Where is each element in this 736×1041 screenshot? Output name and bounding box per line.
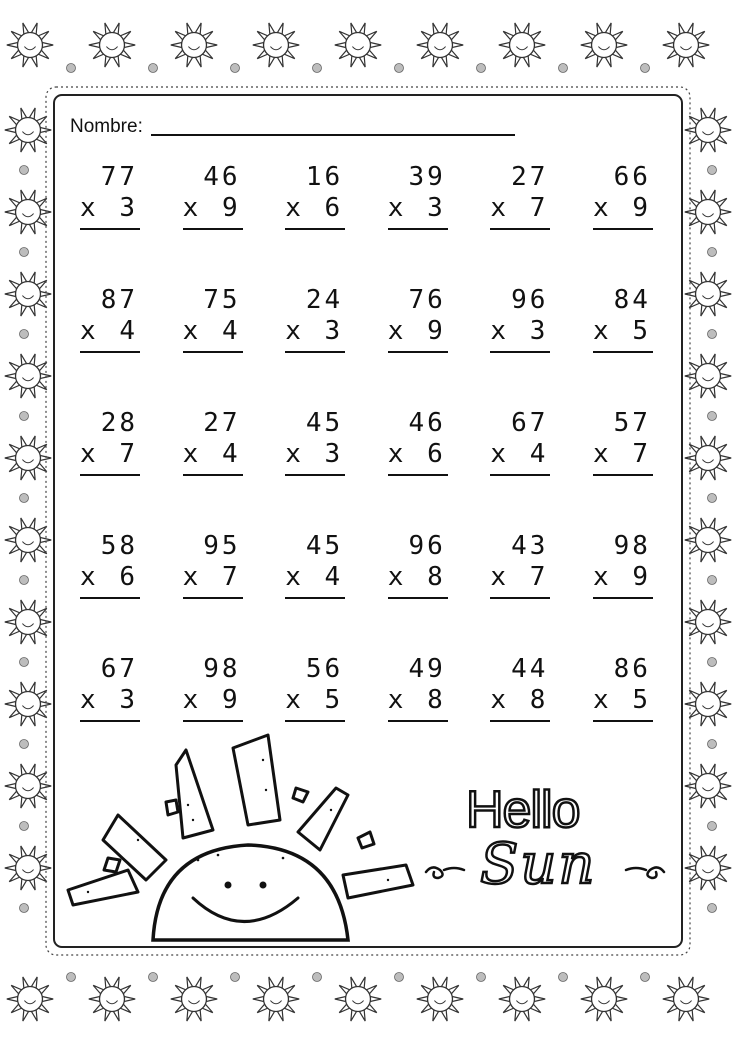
border-sun-icon bbox=[581, 977, 627, 1021]
border-dot-icon bbox=[708, 166, 717, 175]
border-dot-icon bbox=[708, 412, 717, 421]
times-sign: x bbox=[80, 439, 99, 469]
times-sign: x bbox=[387, 439, 407, 469]
times-sign: x bbox=[490, 193, 510, 223]
answer-line bbox=[388, 597, 448, 599]
border-dot-icon bbox=[231, 64, 240, 73]
multiplier: 9 bbox=[221, 685, 241, 715]
swirl-flourish bbox=[418, 780, 668, 910]
multiplicand: 46 bbox=[203, 162, 241, 192]
multiplication-problem bbox=[388, 408, 448, 478]
times-sign: x bbox=[285, 193, 304, 223]
multiplication-problem bbox=[490, 162, 550, 232]
multiplier: 6 bbox=[119, 562, 138, 592]
border-sun-icon bbox=[5, 600, 51, 644]
times-sign: x bbox=[592, 562, 612, 592]
answer-line bbox=[183, 474, 243, 476]
multiplication-problem bbox=[388, 285, 448, 355]
multiplier: 4 bbox=[324, 562, 344, 592]
multiplier: 3 bbox=[119, 193, 138, 223]
border-dot-icon bbox=[708, 576, 717, 585]
border-dot-icon bbox=[20, 494, 29, 503]
border-dot-icon bbox=[20, 166, 29, 175]
border-sun-icon bbox=[253, 23, 299, 67]
border-sun-icon bbox=[417, 23, 463, 67]
multiplier: 4 bbox=[221, 316, 241, 346]
answer-line bbox=[80, 351, 140, 353]
multiplication-problem bbox=[490, 531, 550, 601]
border-dot-icon bbox=[708, 658, 717, 667]
answer-line bbox=[285, 474, 345, 476]
multiplication-problem bbox=[183, 408, 243, 478]
multiplication-problem bbox=[490, 285, 550, 355]
border-dot-icon bbox=[708, 494, 717, 503]
multiplicand: 28 bbox=[100, 408, 138, 438]
multiplication-problem bbox=[80, 285, 140, 355]
multiplier: 8 bbox=[427, 562, 446, 592]
multiplier: 7 bbox=[529, 193, 549, 223]
border-dot-icon bbox=[313, 973, 322, 982]
times-sign: x bbox=[285, 439, 304, 469]
border-dot-icon bbox=[67, 64, 76, 73]
multiplicand: 76 bbox=[408, 285, 446, 315]
border-dot-icon bbox=[477, 973, 486, 982]
multiplicand: 49 bbox=[408, 654, 446, 684]
border-sun-icon bbox=[253, 977, 299, 1021]
multiplication-problem bbox=[285, 408, 345, 478]
border-dot-icon bbox=[313, 64, 322, 73]
times-sign: x bbox=[182, 316, 202, 346]
answer-line bbox=[593, 597, 653, 599]
multiplier: 8 bbox=[427, 685, 446, 715]
multiplier: 7 bbox=[529, 562, 549, 592]
border-dot-icon bbox=[20, 822, 29, 831]
times-sign: x bbox=[285, 562, 304, 592]
answer-line bbox=[593, 720, 653, 722]
border-sun-icon bbox=[663, 23, 709, 67]
times-sign: x bbox=[490, 562, 510, 592]
border-dot-icon bbox=[67, 973, 76, 982]
border-dot-icon bbox=[20, 248, 29, 257]
multiplicand: 75 bbox=[203, 285, 241, 315]
answer-line bbox=[80, 228, 140, 230]
border-dot-icon bbox=[477, 64, 486, 73]
border-sun-icon bbox=[499, 23, 545, 67]
worksheet bbox=[58, 100, 678, 945]
border-sun-icon bbox=[335, 977, 381, 1021]
multiplier: 6 bbox=[427, 439, 446, 469]
answer-line bbox=[388, 351, 448, 353]
multiplication-problem bbox=[593, 162, 653, 232]
border-sun-icon bbox=[417, 977, 463, 1021]
multiplicand: 39 bbox=[408, 162, 446, 192]
multiplicand: 87 bbox=[100, 285, 138, 315]
border-dot-icon bbox=[708, 248, 717, 257]
multiplicand: 67 bbox=[100, 654, 138, 684]
multiplier: 3 bbox=[324, 316, 344, 346]
multiplication-problem bbox=[285, 531, 345, 601]
border-dot-icon bbox=[641, 973, 650, 982]
answer-line bbox=[593, 351, 653, 353]
times-sign: x bbox=[80, 316, 99, 346]
answer-line bbox=[490, 351, 550, 353]
multiplier: 7 bbox=[632, 439, 651, 469]
multiplicand: 67 bbox=[511, 408, 549, 438]
multiplicand: 46 bbox=[408, 408, 446, 438]
border-dot-icon bbox=[149, 64, 158, 73]
multiplicand: 84 bbox=[613, 285, 651, 315]
border-dot-icon bbox=[20, 576, 29, 585]
multiplier: 5 bbox=[632, 685, 651, 715]
multiplication-problem bbox=[183, 654, 243, 724]
border-dot-icon bbox=[20, 740, 29, 749]
times-sign: x bbox=[592, 316, 612, 346]
border-sun-icon bbox=[5, 436, 51, 480]
times-sign: x bbox=[387, 193, 407, 223]
border-dot-icon bbox=[708, 822, 717, 831]
hello-text: Hello bbox=[466, 781, 580, 839]
answer-line bbox=[490, 720, 550, 722]
multiplication-problem bbox=[593, 654, 653, 724]
times-sign: x bbox=[592, 193, 612, 223]
multiplier: 9 bbox=[632, 193, 651, 223]
answer-line bbox=[80, 474, 140, 476]
multiplier: 3 bbox=[324, 439, 344, 469]
border-sun-icon bbox=[5, 272, 51, 316]
border-sun-icon bbox=[581, 23, 627, 67]
multiplier: 4 bbox=[529, 439, 549, 469]
border-sun-icon bbox=[7, 23, 53, 67]
multiplication-problem bbox=[80, 408, 140, 478]
answer-line bbox=[388, 228, 448, 230]
multiplication-problem bbox=[183, 162, 243, 232]
multiplication-problems bbox=[80, 162, 696, 777]
border-sun-icon bbox=[5, 190, 51, 234]
multiplication-problem bbox=[593, 408, 653, 478]
times-sign: x bbox=[80, 562, 99, 592]
border-sun-icon bbox=[663, 977, 709, 1021]
answer-line bbox=[388, 474, 448, 476]
multiplier: 9 bbox=[632, 562, 651, 592]
border-dot-icon bbox=[559, 64, 568, 73]
multiplicand: 96 bbox=[408, 531, 446, 561]
times-sign: x bbox=[592, 685, 612, 715]
times-sign: x bbox=[182, 562, 202, 592]
border-sun-icon bbox=[335, 23, 381, 67]
times-sign: x bbox=[182, 193, 202, 223]
multiplicand: 95 bbox=[203, 531, 241, 561]
times-sign: x bbox=[80, 685, 99, 715]
answer-line bbox=[285, 597, 345, 599]
multiplication-problem bbox=[388, 162, 448, 232]
answer-line bbox=[490, 474, 550, 476]
answer-line bbox=[593, 474, 653, 476]
border-sun-icon bbox=[171, 977, 217, 1021]
multiplicand: 58 bbox=[100, 531, 138, 561]
name-label: Nombre: bbox=[70, 116, 143, 137]
multiplication-problem bbox=[285, 285, 345, 355]
border-dot-icon bbox=[395, 64, 404, 73]
multiplier: 7 bbox=[119, 439, 138, 469]
multiplier: 3 bbox=[119, 685, 138, 715]
times-sign: x bbox=[490, 685, 510, 715]
border-sun-icon bbox=[5, 764, 51, 808]
border-sun-icon bbox=[5, 682, 51, 726]
name-blank-line bbox=[151, 134, 515, 136]
border-dot-icon bbox=[559, 973, 568, 982]
multiplicand: 24 bbox=[305, 285, 344, 315]
multiplication-problem bbox=[80, 531, 140, 601]
multiplicand: 57 bbox=[613, 408, 651, 438]
multiplication-problem bbox=[490, 408, 550, 478]
multiplicand: 27 bbox=[511, 162, 549, 192]
times-sign: x bbox=[387, 562, 407, 592]
multiplicand: 66 bbox=[613, 162, 651, 192]
rising-sun-icon bbox=[58, 720, 418, 945]
answer-line bbox=[183, 597, 243, 599]
border-dot-icon bbox=[708, 740, 717, 749]
answer-line bbox=[285, 228, 345, 230]
multiplication-problem bbox=[183, 285, 243, 355]
border-sun-icon bbox=[5, 108, 51, 152]
multiplier: 8 bbox=[529, 685, 549, 715]
answer-line bbox=[183, 228, 243, 230]
answer-line bbox=[593, 228, 653, 230]
border-sun-icon bbox=[499, 977, 545, 1021]
multiplier: 5 bbox=[324, 685, 344, 715]
multiplicand: 45 bbox=[305, 531, 344, 561]
multiplicand: 98 bbox=[203, 654, 241, 684]
multiplier: 5 bbox=[632, 316, 651, 346]
border-sun-icon bbox=[7, 977, 53, 1021]
answer-line bbox=[183, 351, 243, 353]
times-sign: x bbox=[490, 316, 510, 346]
border-sun-icon bbox=[89, 977, 135, 1021]
multiplication-problem bbox=[285, 654, 345, 724]
times-sign: x bbox=[182, 439, 202, 469]
border-dot-icon bbox=[708, 904, 717, 913]
multiplier: 9 bbox=[427, 316, 446, 346]
border-dot-icon bbox=[231, 973, 240, 982]
multiplication-problem bbox=[388, 531, 448, 601]
multiplication-problem bbox=[80, 162, 140, 232]
multiplication-problem bbox=[490, 654, 550, 724]
hello-sun-title bbox=[418, 780, 668, 910]
border-sun-icon bbox=[171, 23, 217, 67]
border-sun-icon bbox=[5, 518, 51, 562]
border-sun-icon bbox=[685, 846, 731, 890]
name-field bbox=[70, 116, 515, 138]
times-sign: x bbox=[182, 685, 202, 715]
border-dot-icon bbox=[20, 904, 29, 913]
multiplicand: 27 bbox=[203, 408, 241, 438]
times-sign: x bbox=[490, 439, 510, 469]
border-dot-icon bbox=[20, 412, 29, 421]
multiplication-problem bbox=[593, 531, 653, 601]
border-dot-icon bbox=[395, 973, 404, 982]
border-sun-icon bbox=[685, 108, 731, 152]
multiplication-problem bbox=[285, 162, 345, 232]
multiplier: 6 bbox=[324, 193, 344, 223]
answer-line bbox=[490, 228, 550, 230]
answer-line bbox=[490, 597, 550, 599]
multiplicand: 98 bbox=[613, 531, 651, 561]
times-sign: x bbox=[285, 316, 304, 346]
times-sign: x bbox=[387, 316, 407, 346]
multiplier: 3 bbox=[427, 193, 446, 223]
multiplicand: 77 bbox=[100, 162, 138, 192]
multiplication-problem bbox=[593, 285, 653, 355]
multiplication-problem bbox=[183, 531, 243, 601]
answer-line bbox=[285, 351, 345, 353]
multiplicand: 86 bbox=[613, 654, 651, 684]
multiplication-problem bbox=[388, 654, 448, 724]
sun-text: Sun bbox=[480, 832, 597, 897]
border-sun-icon bbox=[5, 354, 51, 398]
multiplier: 9 bbox=[221, 193, 241, 223]
border-dot-icon bbox=[708, 330, 717, 339]
times-sign: x bbox=[285, 685, 304, 715]
border-sun-icon bbox=[5, 846, 51, 890]
border-sun-icon bbox=[89, 23, 135, 67]
multiplicand: 43 bbox=[511, 531, 549, 561]
border-dot-icon bbox=[20, 330, 29, 339]
multiplicand: 56 bbox=[305, 654, 344, 684]
border-dot-icon bbox=[20, 658, 29, 667]
times-sign: x bbox=[592, 439, 612, 469]
answer-line bbox=[80, 597, 140, 599]
multiplier: 7 bbox=[221, 562, 241, 592]
border-dot-icon bbox=[149, 973, 158, 982]
times-sign: x bbox=[387, 685, 407, 715]
multiplicand: 96 bbox=[511, 285, 549, 315]
multiplier: 4 bbox=[119, 316, 138, 346]
multiplier: 4 bbox=[221, 439, 241, 469]
border-dot-icon bbox=[641, 64, 650, 73]
multiplicand: 45 bbox=[305, 408, 344, 438]
multiplicand: 16 bbox=[305, 162, 344, 192]
multiplicand: 44 bbox=[511, 654, 549, 684]
times-sign: x bbox=[80, 193, 99, 223]
multiplier: 3 bbox=[529, 316, 549, 346]
multiplication-problem bbox=[80, 654, 140, 724]
